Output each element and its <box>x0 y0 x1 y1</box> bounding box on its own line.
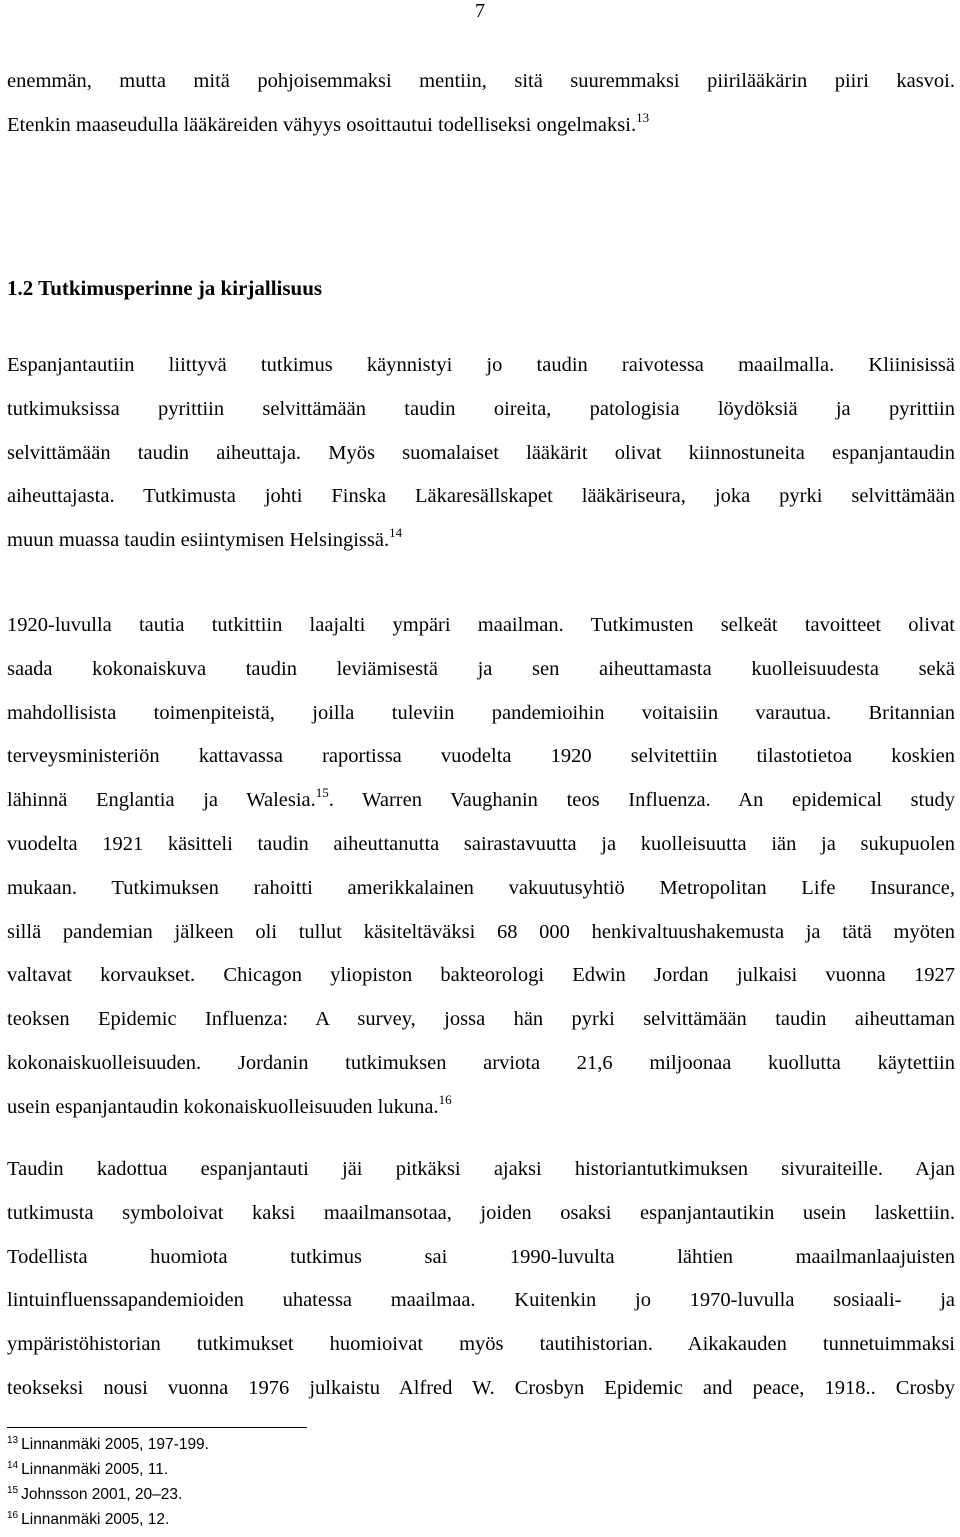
paragraph-3 <box>7 1148 955 1411</box>
text-run: . Warren Vaughanin teos Influenza. An epidemical study <box>328 789 955 812</box>
paragraph-1 <box>7 344 955 563</box>
text-line: teoksen Epidemic Influenza: A survey, jossa hän pyrki selvittämään taudin aiheuttaman <box>7 1008 955 1031</box>
text-line: selvittämään taudin aiheuttaja. Myös suomalaiset lääkärit olivat kiinnostuneita espanjantaudin <box>7 441 955 464</box>
text-line: Espanjantautiin liittyvä tutkimus käynnistyi jo taudin raivotessa maailmalla. Kliinisissä <box>7 354 955 376</box>
footnote-ref: 14 <box>389 525 403 541</box>
footnote-ref: 15 <box>315 785 329 801</box>
footnote-number: 16 <box>7 1510 19 1521</box>
text-line: vuodelta 1921 käsitteli taudin aiheuttanutta sairastavuutta ja kuolleisuutta iän ja sukupuolen <box>7 832 955 855</box>
footnote <box>7 1457 607 1482</box>
footnote-text: Linnanmäki 2005, 197-199. <box>21 1436 209 1453</box>
text-line: mahdollisista toimenpiteistä, joilla tuleviin pandemioihin voitaisiin varautua. Britannian <box>7 701 955 724</box>
text-line: kokonaiskuolleisuuden. Jordanin tutkimuksen arviota 21,6 miljoonaa kuollutta käytettiin <box>7 1051 955 1074</box>
text-run: Etenkin maaseudulla lääkäreiden vähyys osoittautui todelliseksi ongelmaksi. <box>7 113 637 136</box>
text-line: mukaan. Tutkimuksen rahoitti amerikkalainen vakuutusyhtiö Metropolitan Life Insurance, <box>7 876 955 899</box>
footnote-divider <box>7 1427 307 1428</box>
text-line <box>7 104 955 148</box>
footnote-number: 14 <box>7 1460 19 1471</box>
section-block <box>7 267 955 311</box>
text-line: enemmän, mutta mitä pohjoisemmaksi mentiin, sitä suuremmaksi piirilääkärin piiri kasvoi. <box>7 70 955 92</box>
text-line: aiheuttajasta. Tutkimusta johti Finska Läkaresällskapet lääkäriseura, joka pyrki selvittämään <box>7 485 955 508</box>
text-line: Todellista huomiota tutkimus sai 1990-luvulta lähtien maailmanlaajuisten <box>7 1245 955 1268</box>
footnote <box>7 1482 607 1507</box>
text-line <box>7 779 955 823</box>
text-line: valtavat korvaukset. Chicagon yliopiston bakteorologi Edwin Jordan julkaisi vuonna 1927 <box>7 964 955 987</box>
text-line: saada kokonaiskuva taudin leviämisestä ja sen aiheuttamasta kuolleisuudesta sekä <box>7 657 955 680</box>
footnote <box>7 1432 607 1457</box>
text-line <box>7 519 955 563</box>
footnote-text: Johnsson 2001, 20–23. <box>21 1486 183 1503</box>
text-line: tutkimuksissa pyrittiin selvittämään taudin oireita, patologisia löydöksiä ja pyrittiin <box>7 397 955 420</box>
footnote-text: Linnanmäki 2005, 12. <box>21 1511 170 1528</box>
text-line <box>7 1086 955 1130</box>
intro-paragraph <box>7 60 955 148</box>
text-line: 1920-luvulla tautia tutkittiin laajalti ympäri maailman. Tutkimusten selkeät tavoitteet olivat <box>7 614 955 636</box>
page-number: 7 <box>475 0 485 22</box>
text-line: teokseksi nousi vuonna 1976 julkaistu Alfred W. Crosbyn Epidemic and peace, 1918.. Crosby <box>7 1376 955 1399</box>
text-line: tutkimusta symboloivat kaksi maailmansotaa, joiden osaksi espanjantautikin usein laskettiin. <box>7 1201 955 1224</box>
paragraph-2 <box>7 604 955 1130</box>
text-run: usein espanjantaudin kokonaiskuolleisuuden lukuna. <box>7 1095 439 1118</box>
footnote-ref: 13 <box>636 109 650 125</box>
text-run: lähinnä Englantia ja Walesia. <box>7 789 316 812</box>
text-line: ympäristöhistorian tutkimukset huomioivat myös tautihistorian. Aikakauden tunnetuimmaksi <box>7 1333 955 1356</box>
text-line: sillä pandemian jälkeen oli tullut käsiteltäväksi 68 000 henkivaltuushakemusta ja tätä myöten <box>7 920 955 943</box>
footnote-text: Linnanmäki 2005, 11. <box>21 1461 169 1478</box>
footnote <box>7 1507 607 1532</box>
text-line: terveysministeriön kattavassa raportissa vuodelta 1920 selvitettiin tilastotietoa koskien <box>7 745 955 768</box>
footnotes <box>7 1432 607 1532</box>
section-heading: 1.2 Tutkimusperinne ja kirjallisuus <box>7 276 323 300</box>
text-line: Taudin kadottua espanjantauti jäi pitkäksi ajaksi historiantutkimuksen sivuraiteille. Ajan <box>7 1158 955 1180</box>
text-run: muun muassa taudin esiintymisen Helsingissä. <box>7 529 390 552</box>
footnote-number: 13 <box>7 1435 19 1446</box>
footnote-number: 15 <box>7 1485 19 1496</box>
footnote-ref: 16 <box>438 1091 452 1107</box>
text-line: lintuinfluenssapandemioiden uhatessa maailmaa. Kuitenkin jo 1970-luvulla sosiaali- ja <box>7 1289 955 1312</box>
